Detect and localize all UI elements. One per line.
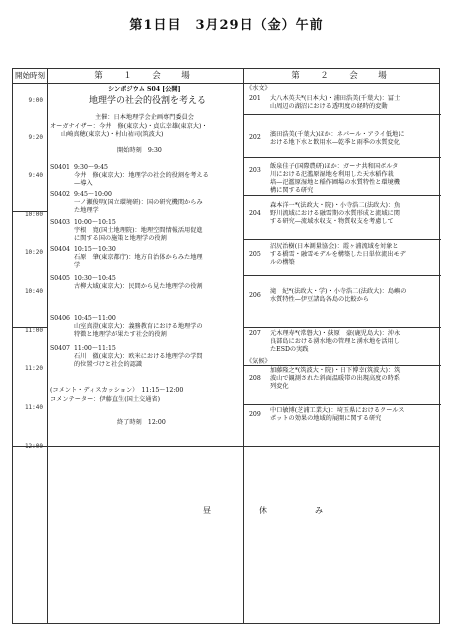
talk-line: たESDの実践	[270, 346, 309, 353]
talk-line: 培—氾濫原湿地と稲作圃場の水質特性と環境機	[270, 179, 400, 186]
talk-code: 206	[249, 292, 261, 299]
talk-line: —導入	[74, 180, 93, 187]
talk-code: S0404	[50, 246, 70, 253]
room1-header: 第 １ 会 場	[94, 71, 196, 81]
talk-line: 石川 徹(東京大)：欧米における地理学の学問	[74, 353, 203, 360]
talk-time: 10:15～10:30	[74, 246, 116, 253]
talk-line: 一ノ瀬俊明(国立環境研)：国の研究機関からみ	[74, 199, 203, 206]
talk-code: 207	[249, 330, 261, 337]
time-label: 10:40	[24, 288, 43, 295]
talk-line: 川における氾濫原湿地を利用した天水稲作栽	[270, 171, 394, 178]
talk-line: 加藤隆之*(筑波大・院)・日下博幸(筑波大)：筑	[270, 367, 401, 374]
time-label: 11:00	[24, 327, 43, 334]
time-label: 11:40	[24, 404, 43, 411]
time-column-divider	[47, 69, 48, 623]
talk-time: 10:30～10:45	[74, 275, 116, 282]
talk-code: 203	[249, 167, 261, 174]
organizers-line: 山崎真穂(東京大)・村山祐司(筑波大)	[61, 131, 164, 138]
time-label: 11:20	[24, 365, 43, 372]
symposium-host: 主催：日本地理学会企画専門委員会	[95, 114, 194, 121]
session-label: 《気候》	[246, 358, 271, 365]
talk-code: S0402	[50, 191, 70, 198]
time-column-header: 開始時刻	[15, 71, 45, 80]
talk-code: 201	[249, 95, 261, 102]
talk-line: 列変化	[270, 383, 289, 390]
talk-code: S0401	[50, 164, 70, 171]
closing-time: 終了時刻 12:00	[117, 419, 166, 426]
talk-code: 205	[249, 251, 261, 258]
talk-code: 209	[249, 411, 261, 418]
talk-time: 10:45～11:00	[74, 315, 116, 322]
symposium-theme: 地理学の社会的役割を考える	[89, 96, 207, 106]
talk-code: S0407	[50, 345, 70, 352]
header-divider	[13, 83, 439, 84]
talk-line: 水質特性—伊豆諸島各島の比較から	[270, 296, 369, 303]
lunch-break-label: 昼 休 み	[203, 506, 343, 515]
talk-line: 森本洋一*(法政大・院)・小寺浩二(法政大)：魚	[270, 202, 401, 209]
talk-line: ポットの効果の地域的展開に関する研究	[270, 415, 382, 422]
room2-rule	[243, 404, 441, 405]
talk-line: 中口敏博(芝浦工業大)：埼玉県におけるクールス	[270, 407, 405, 414]
talk-line: 良部島における湧水地の管理と湧水地を活用し	[270, 338, 400, 345]
talk-time: 10:00～10:15	[74, 219, 116, 226]
talk-code: S0403	[50, 219, 70, 226]
talk-line: する研究—流域水収支・物質収支を考慮して	[270, 218, 394, 225]
room2-rule	[243, 275, 441, 276]
schedule-table	[12, 68, 440, 624]
talk-line: 野川流域における融雪期の水質形成と流域に関	[270, 210, 400, 217]
talk-line: 沼尻治樹(日本測量協会)：霞ヶ浦流域を対象と	[270, 243, 399, 250]
noon-rule	[13, 446, 439, 447]
talk-time: 9:45～10:00	[74, 191, 112, 198]
time-label: 12:00	[24, 443, 43, 450]
talk-line: 元木理寿*(常磐大)・荻原 豪(鹿児島大)：沖永	[270, 330, 401, 337]
talk-line: 構に関する研究	[270, 187, 314, 194]
organizers-line: オーガナイザー：今井 修(東京大)・貞広幸雄(東京大)・	[50, 123, 208, 130]
time-label: 9:00	[28, 97, 43, 104]
talk-line: 的位置づけと社会的認識	[74, 361, 143, 368]
time-label: 10:20	[24, 249, 43, 256]
talk-line: 波山で観測された斜面温暖帯の出現高度の時系	[270, 375, 400, 382]
talk-line: 古柳大域(東京大)：民間から見た地理学の役割	[74, 283, 203, 290]
talk-code: 202	[249, 134, 261, 141]
talk-line: 石原 肇(東京都庁)：地方自治体からみた地理	[74, 254, 203, 261]
room2-rule	[243, 327, 441, 328]
talk-line: 大八木英夫*(日本大)・浦田浩美(千葉大)：冨士	[270, 95, 401, 102]
talk-time: 9:30～9:45	[74, 164, 108, 171]
talk-code: S0406	[50, 315, 70, 322]
talk-line: 山周辺の湖沼における透明度の経時的変動	[270, 103, 388, 110]
talk-code: S0405	[50, 275, 70, 282]
discussion-time: (コメント・ディスカッション） 11:15～12:00	[50, 387, 184, 394]
talk-line: 山室真澄(東京大)：義務教育における地理学の	[74, 323, 203, 330]
talk-line: 滝 紀*(法政大・学)・小寺浩二(法政大)：島嶼の	[270, 288, 407, 295]
talk-line: おける地下水と飲用水—乾季と雨季の水質変化	[270, 139, 400, 146]
room2-rule	[243, 195, 441, 196]
symposium-title: シンポジウム S04 [公開]	[108, 86, 181, 93]
room2-rule	[243, 114, 441, 115]
room2-rule	[243, 157, 441, 158]
talk-line: に関する国の施策と地理学の役割	[74, 235, 167, 242]
talk-line: 濱田浩美(千葉大)ほか：ネパール・アライ低地に	[270, 131, 405, 138]
talk-line: 今井 修(東京大)：地理学の社会的役割を考える	[74, 172, 209, 179]
commentator: コメンテーター：伊藤直生(国土交通省)	[50, 396, 161, 403]
talk-line: 飯泉佳子(国際農研)ほか：ガーナ共和国ボルタ	[270, 163, 399, 170]
talk-line: 宇根 寛(国土地理院)：地理空間情報活用促進	[74, 227, 203, 234]
time-label: 9:40	[28, 172, 43, 179]
time-label: 10:00	[24, 211, 43, 218]
page-title: 第1日目 3月29日（金）午前	[129, 18, 324, 33]
talk-line: 特徴と地理学が果たす社会的役割	[74, 331, 167, 338]
talk-line: た地理学	[74, 207, 99, 214]
opening-time: 開始時刻 9:30	[117, 147, 162, 154]
room-column-divider	[243, 69, 244, 623]
talk-time: 11:00～11:15	[74, 345, 116, 352]
room2-rule	[243, 239, 441, 240]
talk-code: 204	[249, 210, 261, 217]
session-label: 《水文》	[246, 85, 271, 92]
row-rule	[13, 211, 47, 212]
room2-header: 第 ２ 会 場	[291, 71, 393, 81]
talk-line: 学	[74, 262, 81, 269]
talk-code: 208	[249, 375, 261, 382]
time-label: 9:20	[28, 134, 43, 141]
talk-line: する橋雪・融雪モデルを構築した日単位流出モデ	[270, 251, 406, 258]
room2-rule	[243, 365, 441, 366]
talk-line: ルの構築	[270, 259, 295, 266]
row-rule	[13, 327, 47, 328]
